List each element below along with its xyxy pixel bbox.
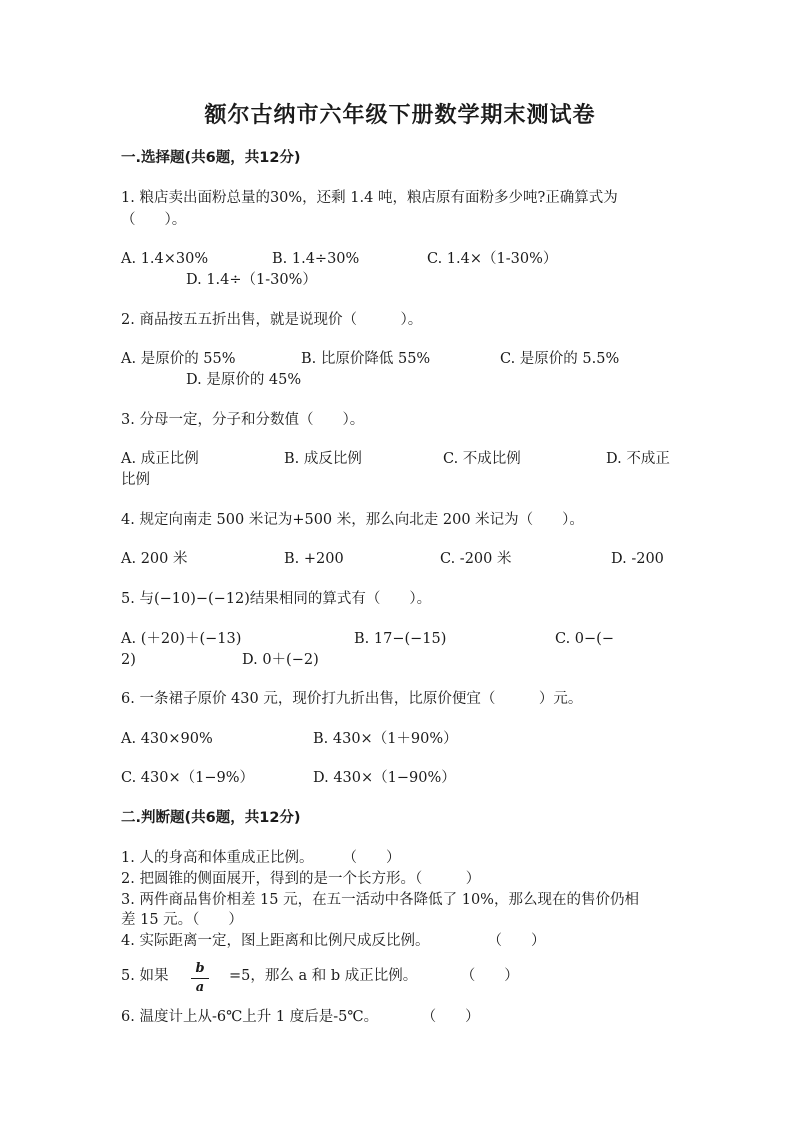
question-2-option-d: D. 是原价的 45% [186, 372, 302, 388]
judgment-item-3-line-2: 差 15 元。（ ） [121, 912, 243, 928]
question-3-stem: 3. 分母一定，分子和分数值（ ）。 [121, 412, 365, 428]
question-1-option-b: B. 1.4÷30% [272, 251, 360, 267]
question-6-option-c: C. 430×（1−9%） [121, 770, 254, 786]
fraction-denominator: a [195, 980, 205, 995]
question-1-option-d: D. 1.4÷（1-30%） [186, 272, 317, 288]
question-1-option-c: C. 1.4×（1-30%） [427, 251, 558, 267]
question-6-option-a: A. 430×90% [121, 731, 213, 747]
section-heading-choice: 一.选择题(共6题，共12分) [121, 150, 301, 166]
fraction-b-over-a [191, 962, 209, 995]
judgment-item-1: 1. 人的身高和体重成正比例。 （ ） [121, 850, 401, 866]
section-heading-judgment: 二.判断题(共6题，共12分) [121, 810, 301, 826]
question-4-option-d: D. -200 [611, 551, 664, 567]
judgment-item-5-suffix: =5，那么 a 和 b 成正比例。 （ ） [229, 968, 519, 984]
question-2-stem: 2. 商品按五五折出售，就是说现价（ ）。 [121, 312, 423, 328]
judgment-item-4: 4. 实际距离一定，图上距离和比例尺成反比例。 （ ） [121, 933, 546, 949]
judgment-item-2: 2. 把圆锥的侧面展开，得到的是一个长方形。（ ） [121, 871, 481, 887]
judgment-item-3-line-1: 3. 两件商品售价相差 15 元，在五一活动中各降低了 10%，那么现在的售价仍相 [121, 892, 639, 908]
question-5-option-c-wrap: 2) [121, 652, 136, 668]
question-4-option-c: C. -200 米 [440, 551, 512, 567]
judgment-item-6: 6. 温度计上从-6℃上升 1 度后是-5℃。 （ ） [121, 1009, 480, 1025]
question-4-option-b: B. +200 [284, 551, 344, 567]
question-3-option-a: A. 成正比例 [121, 451, 199, 467]
question-1-option-a: A. 1.4×30% [121, 251, 209, 267]
question-3-option-d-wrap: 比例 [121, 472, 150, 488]
question-6-option-b: B. 430×（1＋90%） [313, 731, 458, 747]
question-1-stem-line-2: （ ）。 [121, 212, 187, 228]
question-5-option-b: B. 17−(−15) [354, 631, 447, 647]
judgment-item-5-prefix: 5. 如果 [121, 968, 169, 984]
question-4-option-a: A. 200 米 [121, 551, 188, 567]
question-5-option-a: A. (＋20)＋(−13) [121, 631, 242, 647]
question-2-option-c: C. 是原价的 5.5% [500, 351, 620, 367]
question-6-option-d: D. 430×（1−90%） [313, 770, 456, 786]
page-title: 额尔古纳市六年级下册数学期末测试卷 [204, 103, 596, 128]
question-5-option-c: C. 0−(− [555, 631, 614, 647]
question-4-stem: 4. 规定向南走 500 米记为+500 米，那么向北走 200 米记为（ ）。 [121, 512, 584, 528]
question-3-option-c: C. 不成比例 [443, 451, 521, 467]
question-5-option-d: D. 0＋(−2) [242, 652, 319, 668]
question-6-stem: 6. 一条裙子原价 430 元，现价打九折出售，比原价便宜（ ）元。 [121, 691, 583, 707]
question-1-stem-line-1: 1. 粮店卖出面粉总量的30%，还剩 1.4 吨，粮店原有面粉多少吨?正确算式为 [121, 190, 618, 206]
question-2-option-a: A. 是原价的 55% [121, 351, 236, 367]
question-2-option-b: B. 比原价降低 55% [301, 351, 431, 367]
question-5-stem: 5. 与(−10)−(−12)结果相同的算式有（ ）。 [121, 591, 432, 607]
question-3-option-b: B. 成反比例 [284, 451, 362, 467]
question-3-option-d: D. 不成正 [606, 451, 670, 467]
fraction-bar [191, 978, 209, 979]
fraction-numerator: b [195, 961, 205, 976]
